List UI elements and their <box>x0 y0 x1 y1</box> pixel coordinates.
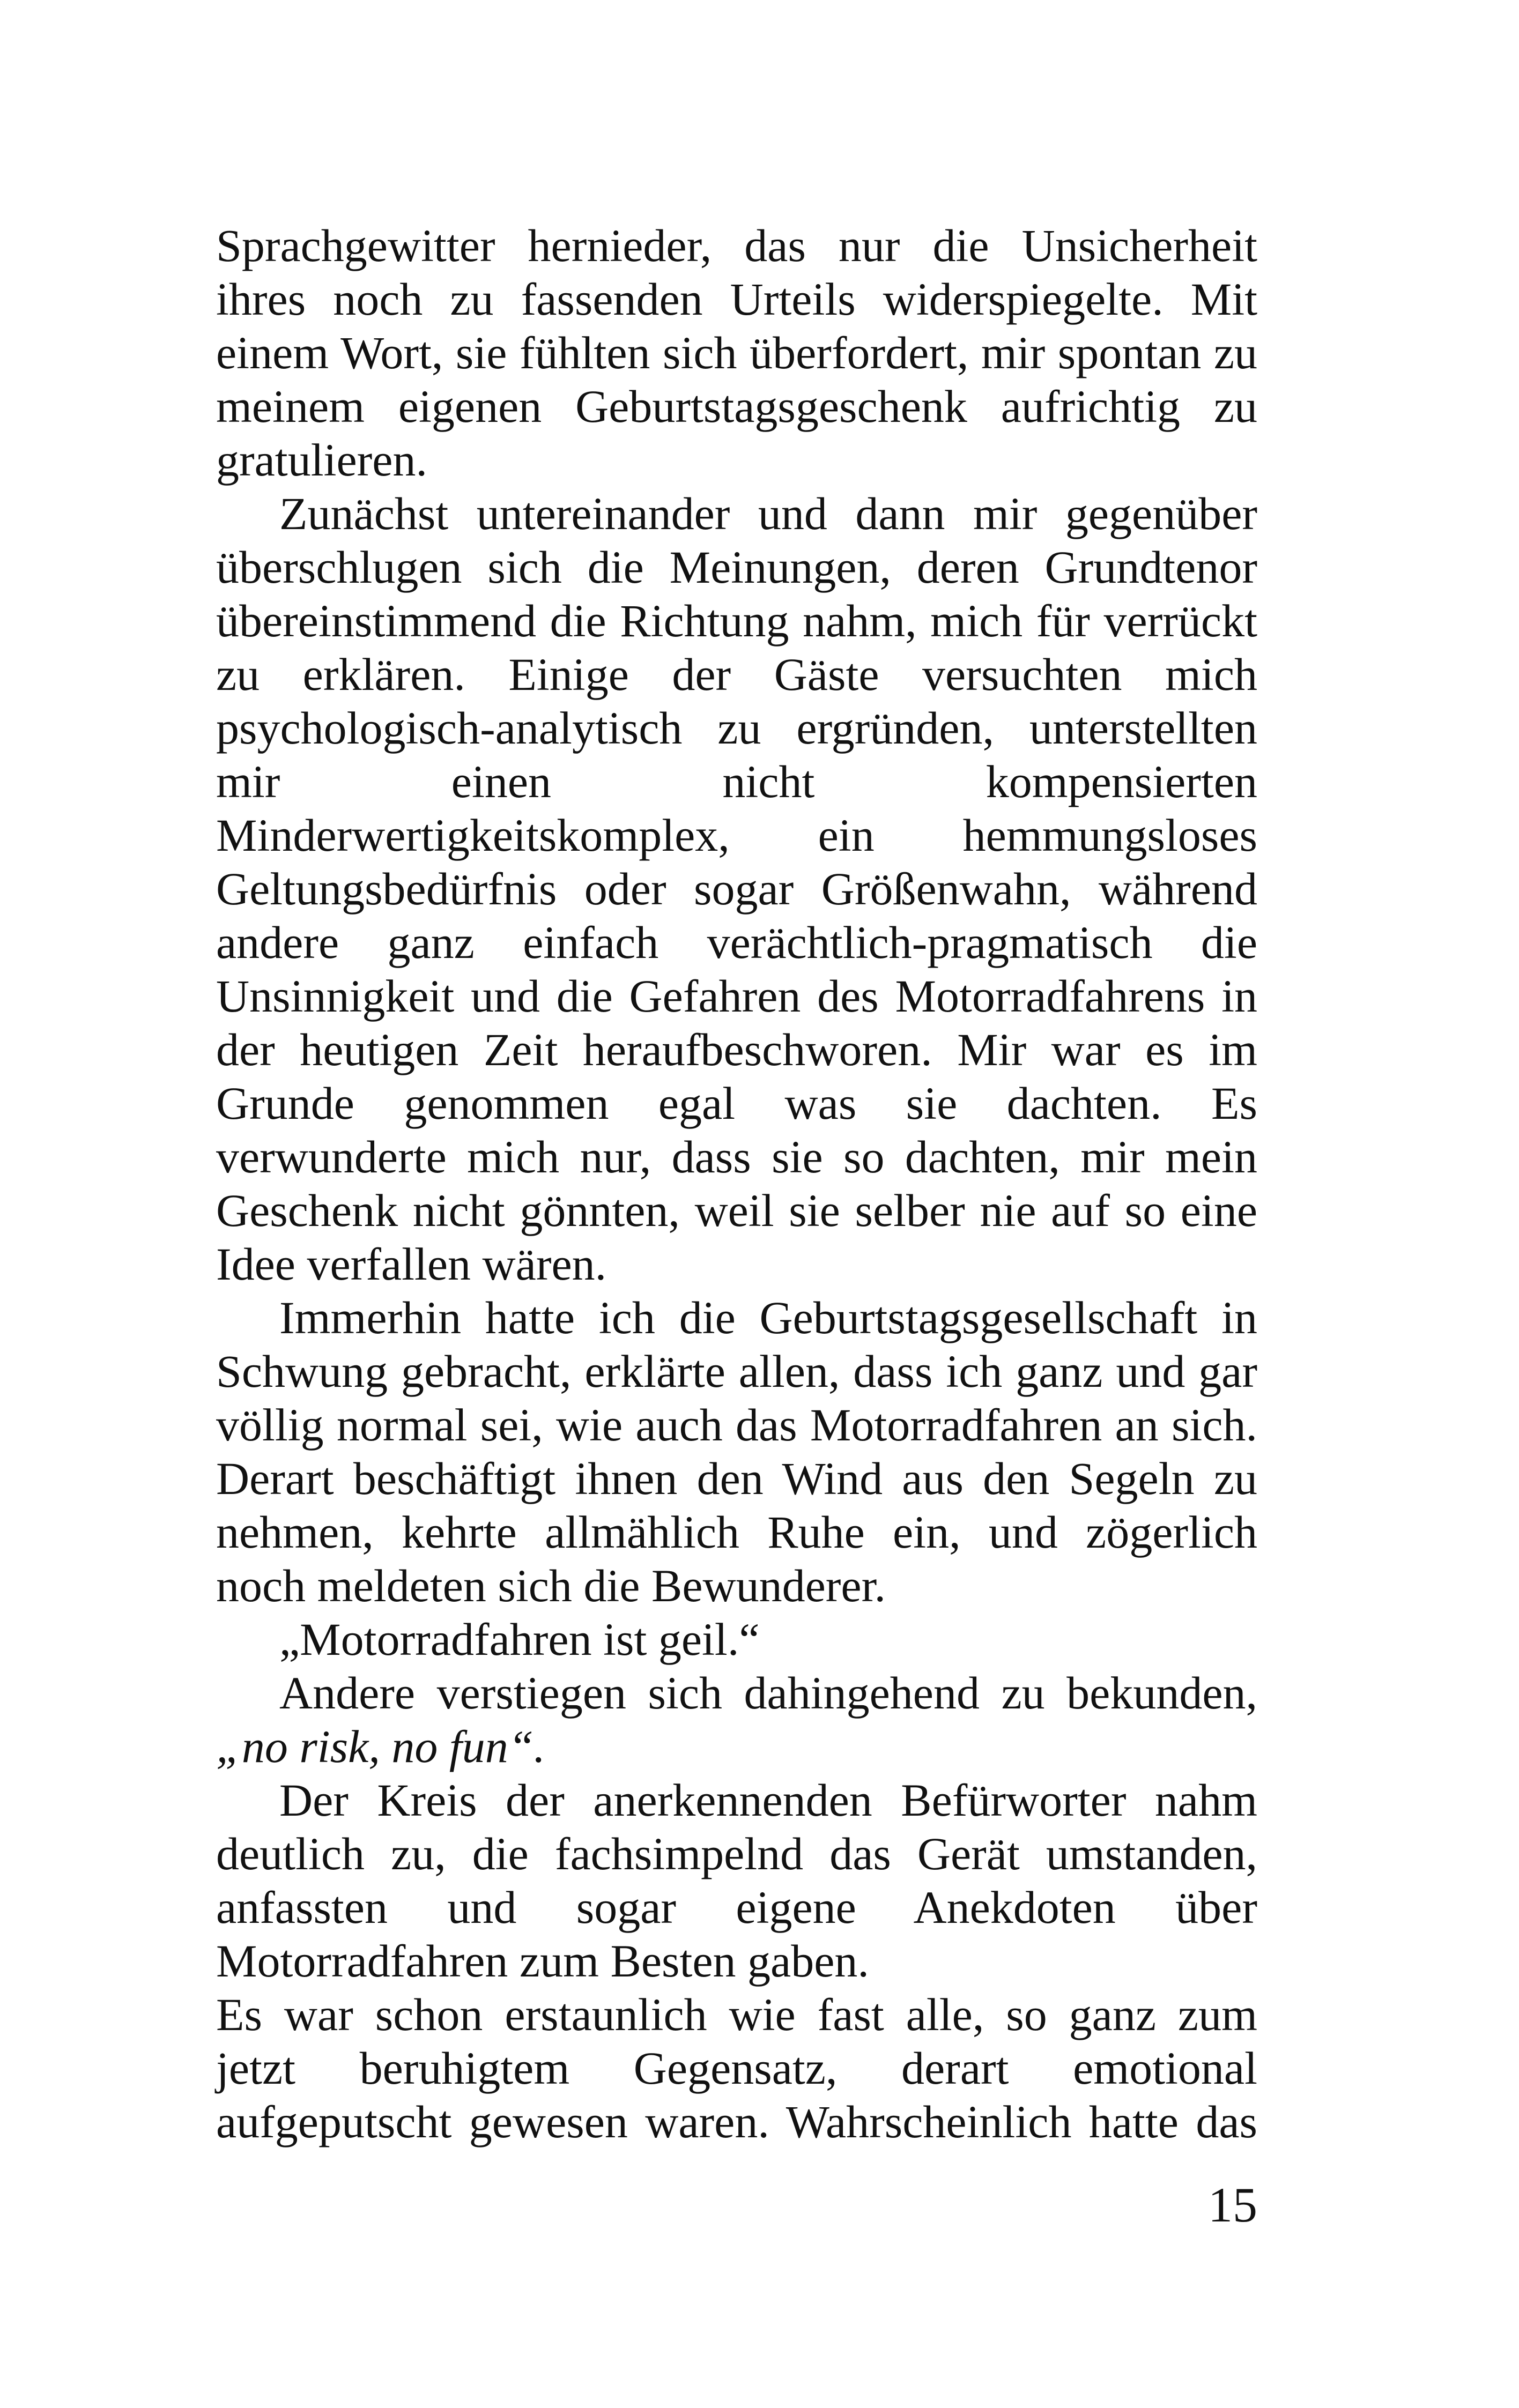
text-line: ihres noch zu fassenden Urteils widerspiegelte. Mit <box>216 273 1257 325</box>
text-line: Unsinnigkeit und die Gefahren des Motorradfahrens in <box>216 970 1257 1022</box>
text-line: Schwung gebracht, erklärte allen, dass ich ganz und gar <box>216 1346 1257 1397</box>
text-line: meinem eigenen Geburtstagsgeschenk aufrichtig zu <box>216 381 1257 432</box>
text-line: verwunderte mich nur, dass sie so dachten, mir mein <box>216 1131 1257 1183</box>
text-line: aufgeputscht gewesen waren. Wahrscheinlich hatte das <box>216 2096 1257 2147</box>
text-line: Derart beschäftigt ihnen den Wind aus den Segeln zu <box>216 1453 1257 1504</box>
text-line: „Motorradfahren ist geil.“ <box>279 1614 760 1665</box>
text-line: Geschenk nicht gönnten, weil sie selber nie auf so eine <box>216 1185 1257 1236</box>
text-line: noch meldeten sich die Bewunderer. <box>216 1560 886 1611</box>
text-line: Immerhin hatte ich die Geburtstagsgesellschaft in <box>279 1292 1257 1343</box>
text-line: Geltungsbedürfnis oder sogar Größenwahn, während <box>216 863 1257 915</box>
text-line: Sprachgewitter hernieder, das nur die Unsicherheit <box>216 220 1257 271</box>
text-line: übereinstimmend die Richtung nahm, mich für verrückt <box>216 595 1257 646</box>
text-line: mir einen nicht kompensierten <box>216 756 1257 807</box>
text-line: Grunde genommen egal was sie dachten. Es <box>216 1077 1257 1129</box>
text-line: völlig normal sei, wie auch das Motorradfahren an sich. <box>216 1399 1257 1451</box>
text-line: Der Kreis der anerkennenden Befürworter nahm <box>279 1774 1257 1826</box>
text-line: Es war schon erstaunlich wie fast alle, so ganz zum <box>216 1989 1257 2040</box>
text-line: psychologisch-analytisch zu ergründen, unterstellten <box>216 702 1257 754</box>
text-line: anfassten und sogar eigene Anekdoten über <box>216 1882 1257 1933</box>
text-line: deutlich zu, die fachsimpelnd das Gerät umstanden, <box>216 1828 1257 1879</box>
text-line: einem Wort, sie fühlten sich überfordert, mir spontan zu <box>216 327 1257 378</box>
text-line: jetzt beruhigtem Gegensatz, derart emotional <box>216 2042 1257 2094</box>
text-line: Andere verstiegen sich dahingehend zu bekunden, <box>279 1667 1257 1719</box>
text-line: zu erklären. Einige der Gäste versuchten mich <box>216 649 1257 700</box>
body-text <box>216 219 1257 2149</box>
text-line: nehmen, kehrte allmählich Ruhe ein, und zögerlich <box>216 1506 1257 1558</box>
text-line: „no risk, no fun“. <box>216 1721 546 1772</box>
text-line: Zunächst untereinander und dann mir gegenüber <box>279 488 1257 539</box>
text-line: Minderwertigkeitskomplex, ein hemmungsloses <box>216 809 1257 861</box>
text-line: gratulieren. <box>216 434 427 486</box>
text-line: andere ganz einfach verächtlich-pragmatisch die <box>216 917 1257 968</box>
text-line: Idee verfallen wären. <box>216 1238 607 1290</box>
text-line: Motorradfahren zum Besten gaben. <box>216 1935 869 1987</box>
text-line: der heutigen Zeit heraufbeschworen. Mir war es im <box>216 1024 1257 1075</box>
page-number: 15 <box>1208 2177 1257 2232</box>
text-line: überschlugen sich die Meinungen, deren Grundtenor <box>216 541 1257 593</box>
